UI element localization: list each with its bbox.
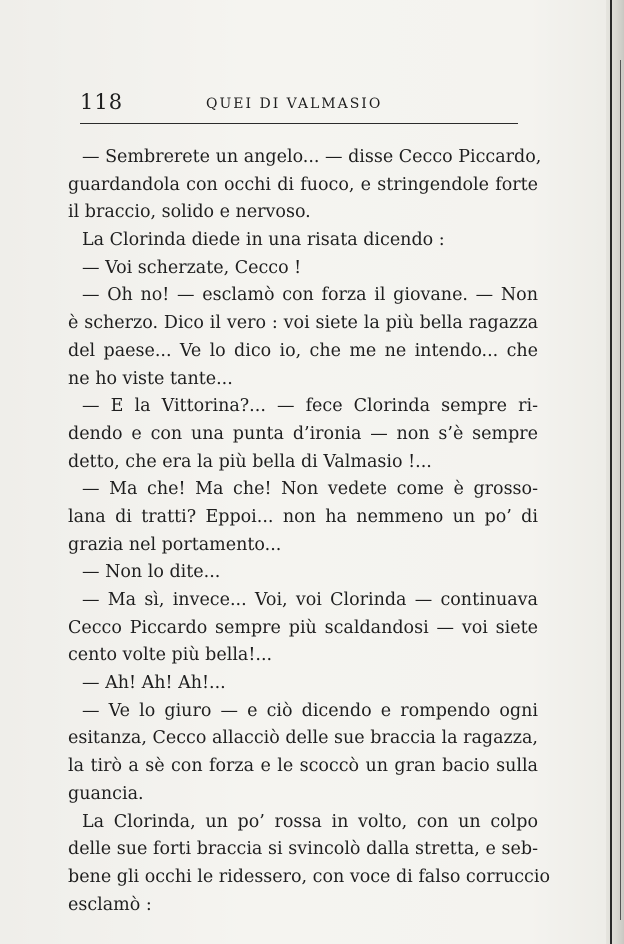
text-line: cento volte più bella!... bbox=[68, 645, 273, 666]
spine-binding-line bbox=[610, 0, 612, 944]
text-line: bene gli occhi le ridessero, con voce di falso corruccio bbox=[68, 866, 550, 887]
text-line: esclamò : bbox=[68, 894, 152, 915]
text-line: il braccio, solido e nervoso. bbox=[68, 202, 311, 223]
text-line: — Non lo dite... bbox=[82, 562, 221, 583]
text-line: detto, che era la più bella di Valmasio !... bbox=[68, 451, 432, 472]
book-spine-edge bbox=[606, 0, 624, 944]
spine-inner-line bbox=[620, 60, 621, 920]
text-line: è scherzo. Dico il vero : voi siete la più bella ragazza bbox=[68, 313, 538, 334]
text-line: la tirò a sè con forza e le scoccò un gran bacio sulla bbox=[68, 756, 538, 777]
text-line: — Ve lo giuro — e ciò dicendo e rompendo ogni bbox=[82, 700, 538, 721]
text-line: — Ma che! Ma che! Non vedete come è grosso- bbox=[82, 479, 538, 500]
text-line: — Oh no! — esclamò con forza il giovane. — Non bbox=[82, 285, 538, 306]
text-line: guardandola con occhi di fuoco, e stringendole forte bbox=[68, 174, 538, 195]
text-line: esitanza, Cecco allacciò delle sue braccia la ragazza, bbox=[68, 728, 538, 749]
header-rule bbox=[80, 123, 518, 124]
text-line: del paese... Ve lo dico io, che me ne intendo... che bbox=[68, 340, 538, 361]
text-line: — E la Vittorina?... — fece Clorinda sempre ri- bbox=[82, 396, 538, 417]
text-line: grazia nel portamento... bbox=[68, 534, 282, 555]
text-line: guancia. bbox=[68, 783, 144, 804]
running-title: QUEI DI VALMASIO bbox=[206, 96, 383, 112]
text-line: lana di tratti? Eppoi... non ha nemmeno un po’ di bbox=[68, 506, 538, 527]
page-header bbox=[80, 90, 520, 120]
text-line: ne ho viste tante... bbox=[68, 368, 233, 389]
text-line: — Ah! Ah! Ah!... bbox=[82, 673, 226, 694]
text-line: La Clorinda diede in una risata dicendo : bbox=[82, 230, 445, 251]
text-line: delle sue forti braccia si svincolò dalla stretta, e seb- bbox=[68, 839, 538, 860]
body-text bbox=[68, 144, 550, 919]
text-line: La Clorinda, un po’ rossa in volto, con un colpo bbox=[82, 811, 538, 832]
text-line: — Ma sì, invece... Voi, voi Clorinda — continuava bbox=[82, 590, 538, 610]
text-line: — Sembrerete un angelo... — disse Cecco Piccardo, bbox=[82, 147, 542, 167]
text-line: Cecco Piccardo sempre più scaldandosi — voi siete bbox=[68, 617, 538, 638]
text-line: dendo e con una punta d’ironia — non s’è sempre bbox=[68, 423, 538, 444]
page-number: 118 bbox=[80, 90, 124, 114]
text-line: — Voi scherzate, Cecco ! bbox=[82, 257, 302, 278]
